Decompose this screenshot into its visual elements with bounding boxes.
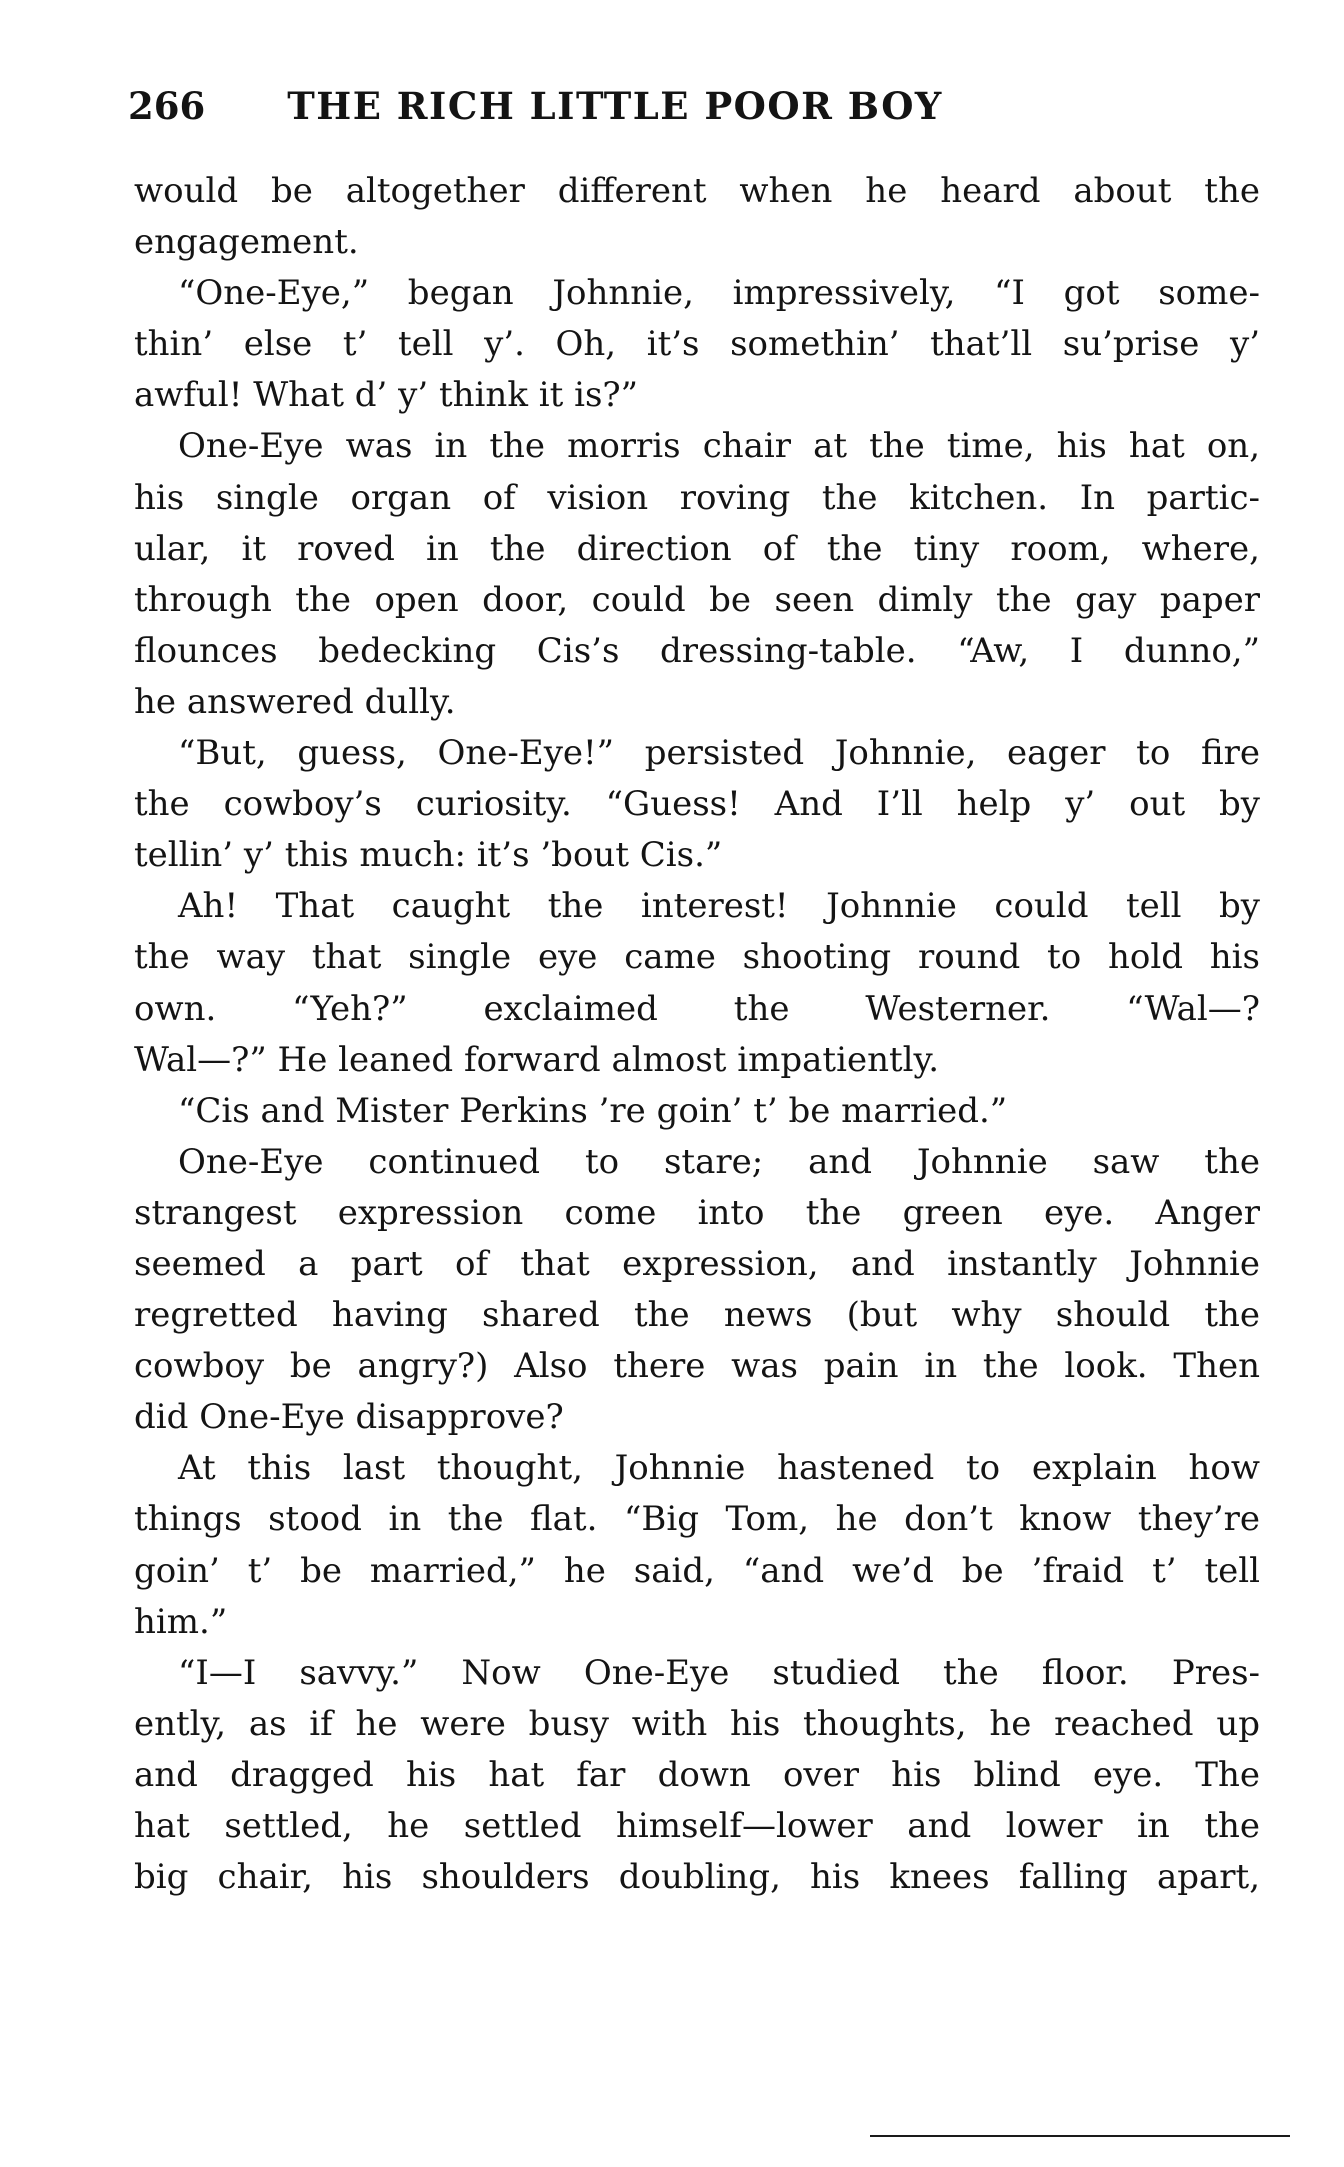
text-line: engagement.	[134, 222, 359, 263]
text-line: would be altogether different when he heard about the	[134, 171, 1260, 211]
text-line: flounces bedecking Cis’s dressing-table. “Aw, I dunno,”	[134, 630, 1260, 671]
text-line: things stood in the flat. “Big Tom, he don’t know they’re	[134, 1499, 1260, 1540]
text-line: and dragged his hat far down over his blind eye. The	[134, 1754, 1260, 1795]
text-line: the cowboy’s curiosity. “Guess! And I’ll help y’ out by	[134, 784, 1260, 825]
text-line: big chair, his shoulders doubling, his knees falling apart,	[134, 1857, 1260, 1898]
text-line: awful! What d’ y’ think it is?”	[134, 375, 639, 416]
text-line: he answered dully.	[134, 681, 456, 722]
text-line: “But, guess, One-Eye!” persisted Johnnie, eager to fire	[178, 733, 1260, 774]
text-line: goin’ t’ be married,” he said, “and we’d be ’fraid t’ tell	[134, 1550, 1260, 1591]
text-line: his single organ of vision roving the kitchen. In partic-	[134, 477, 1260, 518]
text-line: regretted having shared the news (but why should the	[134, 1295, 1260, 1336]
text-line: him.”	[134, 1601, 228, 1642]
text-line: hat settled, he settled himself—lower and lower in the	[134, 1806, 1260, 1846]
text-line: did One-Eye disapprove?	[134, 1397, 564, 1438]
text-line: “I—I savvy.” Now One-Eye studied the floor. Pres-	[178, 1652, 1260, 1693]
text-line: “One-Eye,” began Johnnie, impressively, “I got some-	[178, 273, 1260, 314]
text-line: seemed a part of that expression, and instantly Johnnie	[134, 1243, 1260, 1284]
body-text	[134, 166, 1260, 1903]
page-header	[128, 84, 1128, 144]
text-line: ently, as if he were busy with his thoughts, he reached up	[134, 1703, 1260, 1744]
text-line: strangest expression come into the green eye. Anger	[134, 1192, 1260, 1233]
text-line: cowboy be angry?) Also there was pain in the look. Then	[134, 1346, 1260, 1387]
text-line: At this last thought, Johnnie hastened to explain how	[178, 1448, 1260, 1489]
text-line: tellin’ y’ this much: it’s ’bout Cis.”	[134, 835, 723, 876]
text-line: ular, it roved in the direction of the tiny room, where,	[134, 528, 1260, 569]
text-line: “Cis and Mister Perkins ’re goin’ t’ be married.”	[178, 1090, 1008, 1131]
text-line: One-Eye was in the morris chair at the time, his hat on,	[178, 426, 1260, 467]
text-line: own. “Yeh?” exclaimed the Westerner. “Wal—?	[134, 988, 1260, 1029]
page-number: 266	[128, 84, 206, 128]
text-line: Ah! That caught the interest! Johnnie could tell by	[178, 886, 1260, 927]
text-line: One-Eye continued to stare; and Johnnie saw the	[178, 1141, 1260, 1182]
text-line: Wal—?” He leaned forward almost impatiently.	[134, 1039, 940, 1080]
text-line: through the open door, could be seen dimly the gay paper	[134, 579, 1260, 620]
running-title: THE RICH LITTLE POOR BOY	[287, 84, 943, 128]
text-line: thin’ else t’ tell y’. Oh, it’s somethin’ that’ll su’prise y’	[134, 324, 1260, 365]
bottom-rule	[870, 2135, 1290, 2137]
text-line: the way that single eye came shooting round to hold his	[134, 937, 1260, 978]
